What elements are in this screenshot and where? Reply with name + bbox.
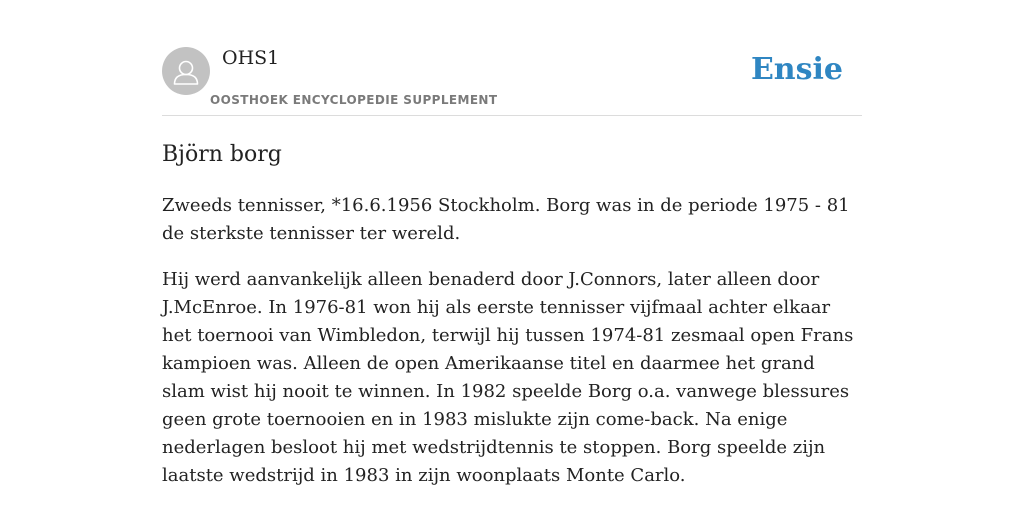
article-header	[162, 46, 862, 116]
author-name[interactable]: OHS1	[222, 47, 280, 69]
user-silhouette-icon	[162, 47, 210, 95]
brand-logo[interactable]: Ensie	[750, 52, 843, 87]
page-title: Björn borg	[162, 142, 282, 167]
user-avatar-icon[interactable]	[162, 47, 210, 95]
article-body	[162, 192, 862, 508]
article-paragraph: Hij werd aanvankelijk alleen benaderd door J.Connors, later alleen door J.McEnroe. In 1976-81 won hij als eerste tennisser vijfmaal achter elkaar het toernooi van Wimbledon, terwijl hij tussen 1974-81 zesmaal open Frans kampioen was. Alleen de open Amerikaanse titel en daarmee het grand slam wist hij nooit te winnen. In 1982 speelde Borg o.a. vanwege blessures geen grote toernooien en in 1983 mislukte zijn come-back. Na enige nederlagen besloot hij met wedstrijdtennis te stoppen. Borg speelde zijn laatste wedstrijd in 1983 in zijn woonplaats Monte Carlo.	[162, 269, 854, 486]
article-paragraph: Zweeds tennisser, *16.6.1956 Stockholm. Borg was in de periode 1975 - 81 de sterkste tennisser ter wereld.	[162, 195, 850, 244]
source-label[interactable]: OOSTHOEK ENCYCLOPEDIE SUPPLEMENT	[210, 93, 498, 107]
